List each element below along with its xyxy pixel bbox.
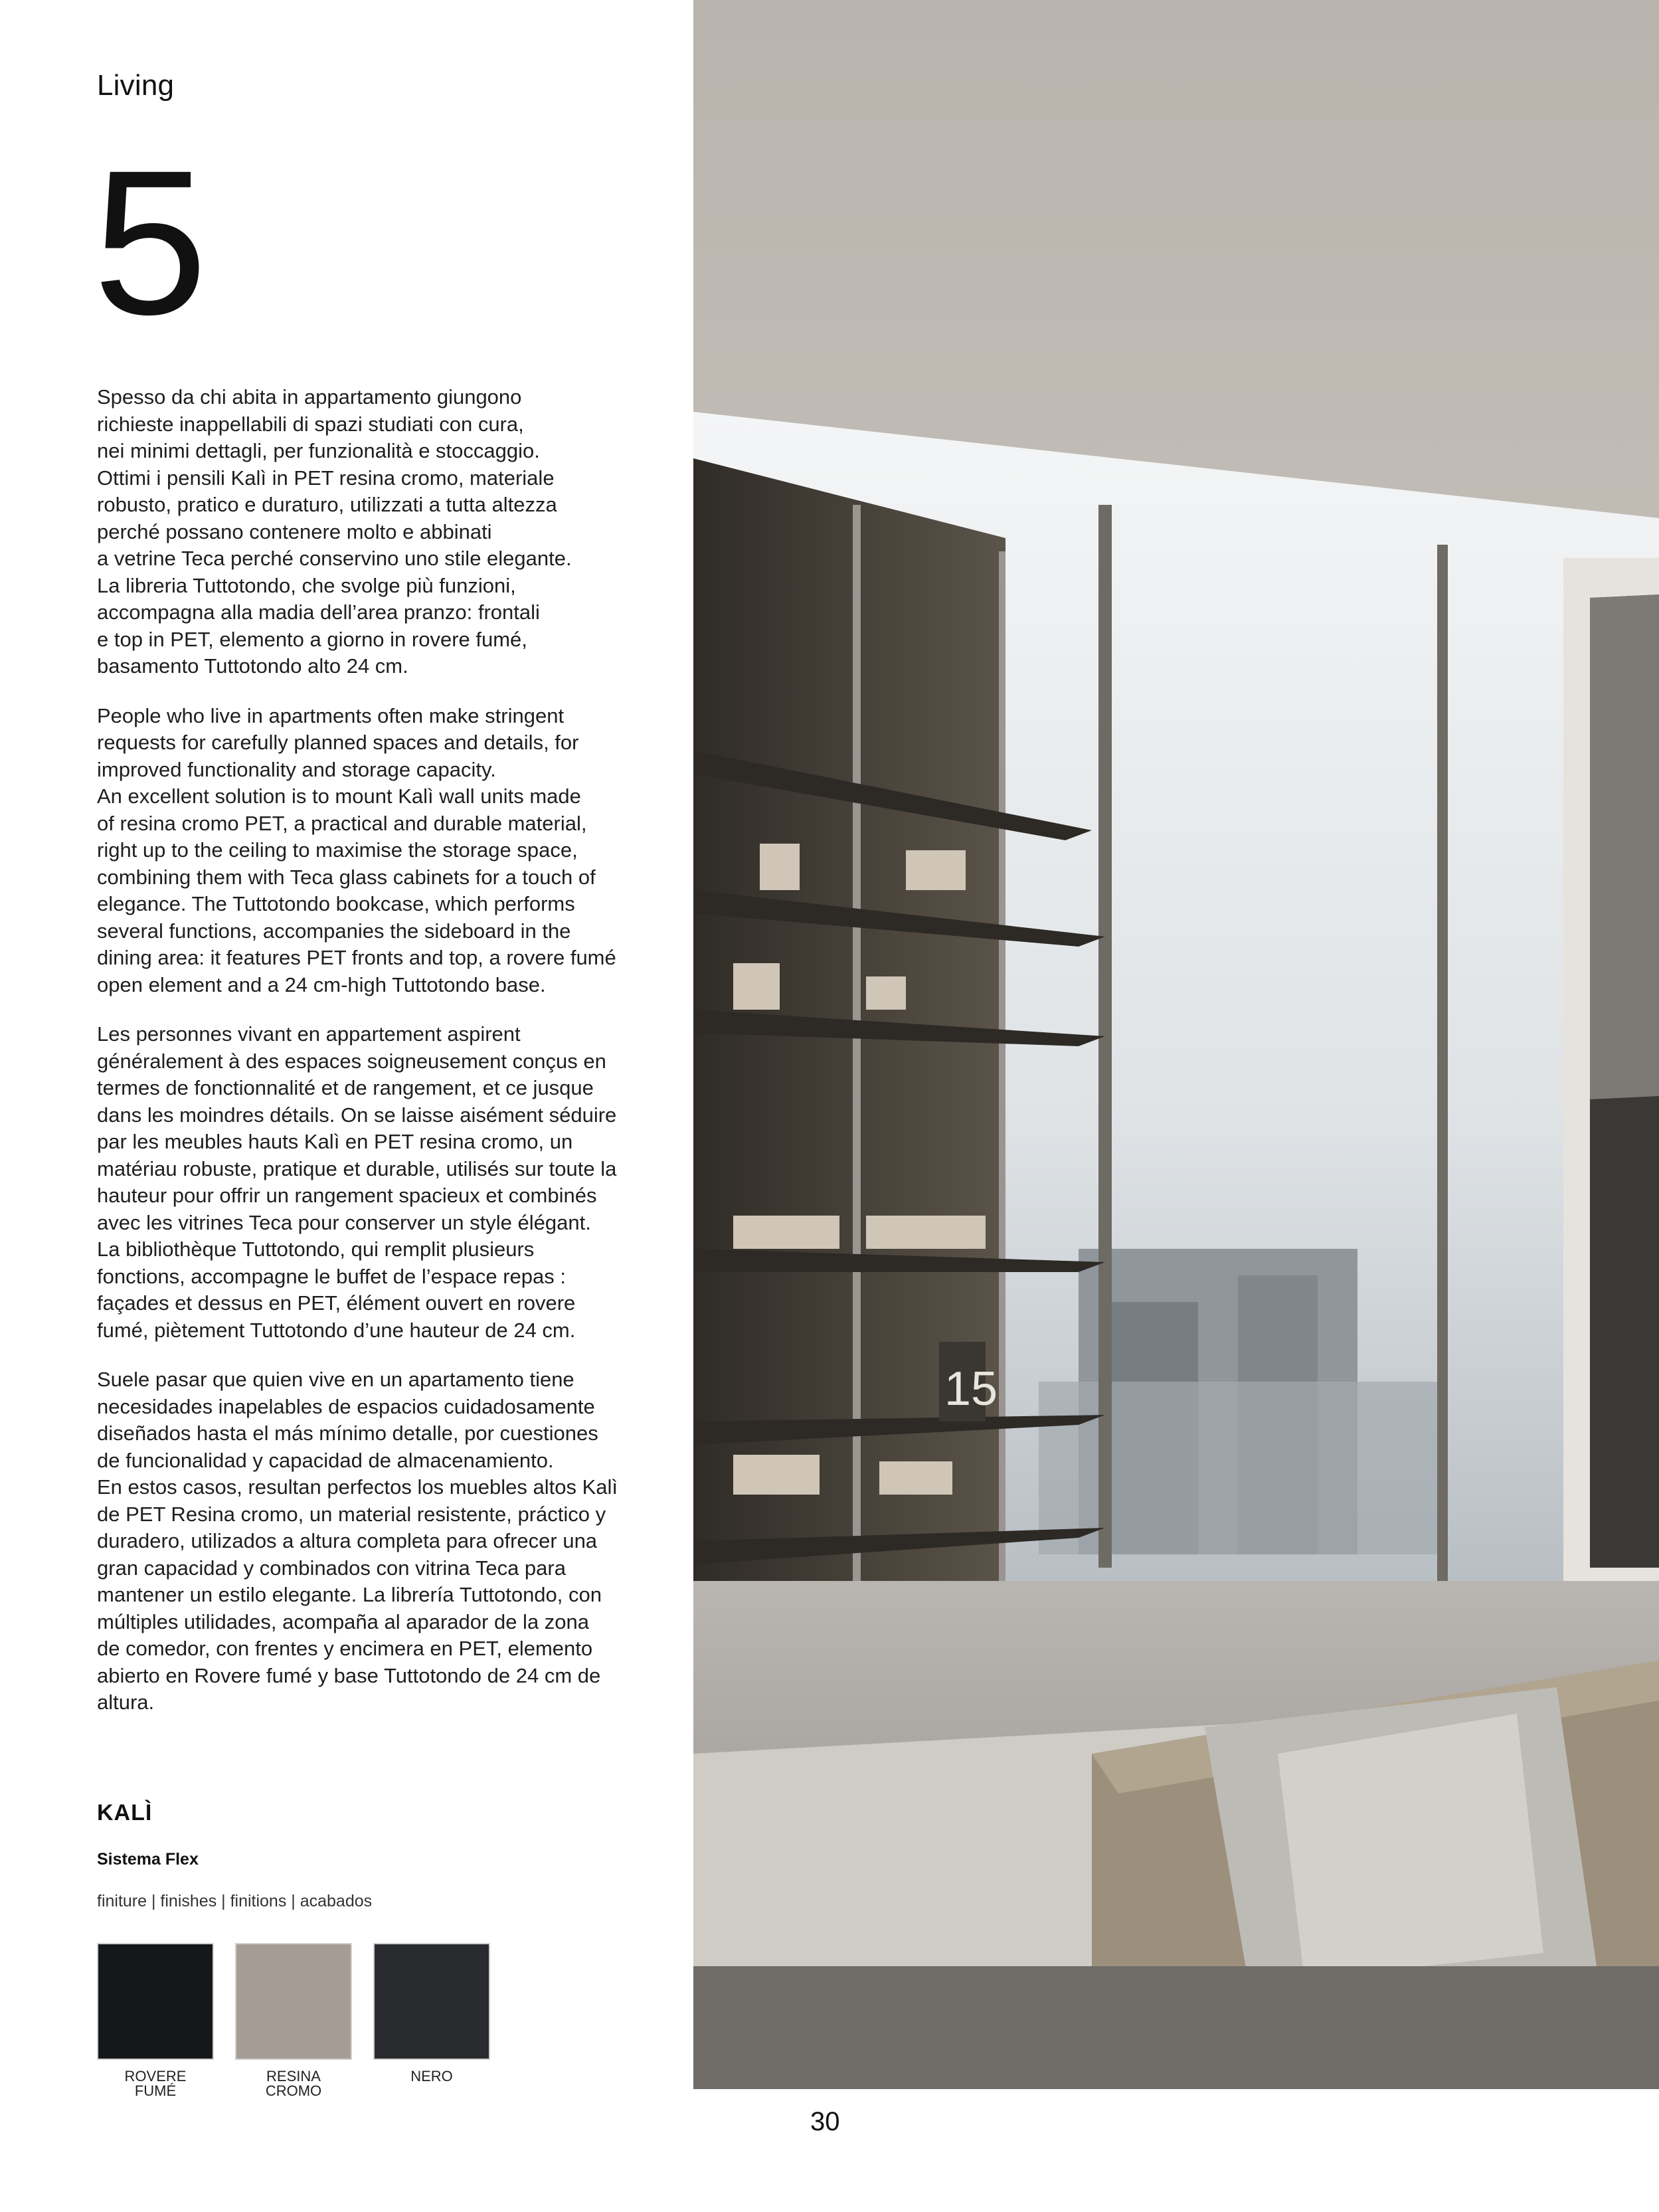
body-text-column — [97, 384, 622, 1739]
finish-label-nero: NERO — [410, 2068, 453, 2084]
paragraph-spanish: Suele pasar que quien vive en un apartamento tiene necesidades inapelables de espacios cuidadosamente diseñados hasta el más mínimo detalle, por cuestiones de funcionalidad y capacidad de almacenamiento. En estos casos, resultan perfectos los muebles altos Kalì de PET Resina cromo, un material resistente, práctico y duradero, utilizados a altura completa para ofrecer una gran capacidad y combinados con vitrina Teca para mantener un estilo elegante. La librería Tuttotondo, con múltiples utilidades, acompaña al aparador de la zona de comedor, con frentes y encimera en PET, elemento abierto en Rovere fumé y base Tuttotondo de 24 cm de altura. — [97, 1368, 618, 1714]
shelf-number-15: 15 — [944, 1362, 998, 1416]
chapter-number: 5 — [93, 127, 205, 357]
finish-swatch-resina-cromo — [235, 1943, 352, 2060]
paragraph-english: People who live in apartments often make stringent requests for carefully planned spaces and details, for improved functionality and storage capacity. An excellent solution is to mount Kalì wall units made of resina cromo PET, a practical and durable material, right up to the ceiling to maximise the storage space, combining them with Teca glass cabinets for a touch of elegance. The Tuttotondo bookcase, which performs several functions, accompanies the sideboard in the dining area: it features PET fronts and top, a rovere fumé open element and a 24 cm-high Tuttotondo base. — [97, 703, 616, 996]
product-name: KALÌ — [97, 1800, 153, 1825]
paragraph-italian: Spesso da chi abita in appartamento giungono richieste inappellabili di spazi studiati con cura, nei minimi dettagli, per funzionalità e stoccaggio. Ottimi i pensili Kalì in PET resina cromo, materiale robusto, pratico e duraturo, utilizzati a tutta altezza perché possano contenere molto e abbinati a vetrine Teca perché conservino uno stile elegante. La libreria Tuttotondo, che svolge più funzioni, accompagna alla madia dell’area pranzo: frontali e top in PET, elemento a giorno in rovere fumé, basamento Tuttotondo alto 24 cm. — [97, 385, 572, 678]
finish-swatch-nero — [373, 1943, 490, 2060]
system-name: Sistema Flex — [97, 1850, 199, 1869]
finish-swatch-rovere-fume — [97, 1943, 214, 2060]
section-label: Living — [97, 69, 175, 102]
page-number: 30 — [810, 2107, 840, 2136]
finish-label-resina-cromo: RESINA CROMO — [265, 2068, 322, 2099]
finish-label-rovere-fume: ROVERE FUMÉ — [124, 2068, 187, 2099]
interior-photo — [693, 0, 1659, 2089]
finishes-label: finiture | finishes | finitions | acabados — [97, 1892, 373, 1910]
paragraph-french: Les personnes vivant en appartement aspirent généralement à des espaces soigneusement conçus en termes de fonctionnalité et de rangement, et ce jusque dans les moindres détails. On se laisse aisément séduire par les meubles hauts Kalì en PET resina cromo, un matériau robuste, pratique et durable, utilisés sur toute la hauteur pour offrir un rangement spacieux et combinés avec les vitrines Teca pour conserver un style élégant. La bibliothèque Tuttotondo, qui remplit plusieurs fonctions, accompagne le buffet de l’espace repas : façades et dessus en PET, élément ouvert en rovere fumé, piètement Tuttotondo d’une hauteur de 24 cm. — [97, 1022, 617, 1342]
